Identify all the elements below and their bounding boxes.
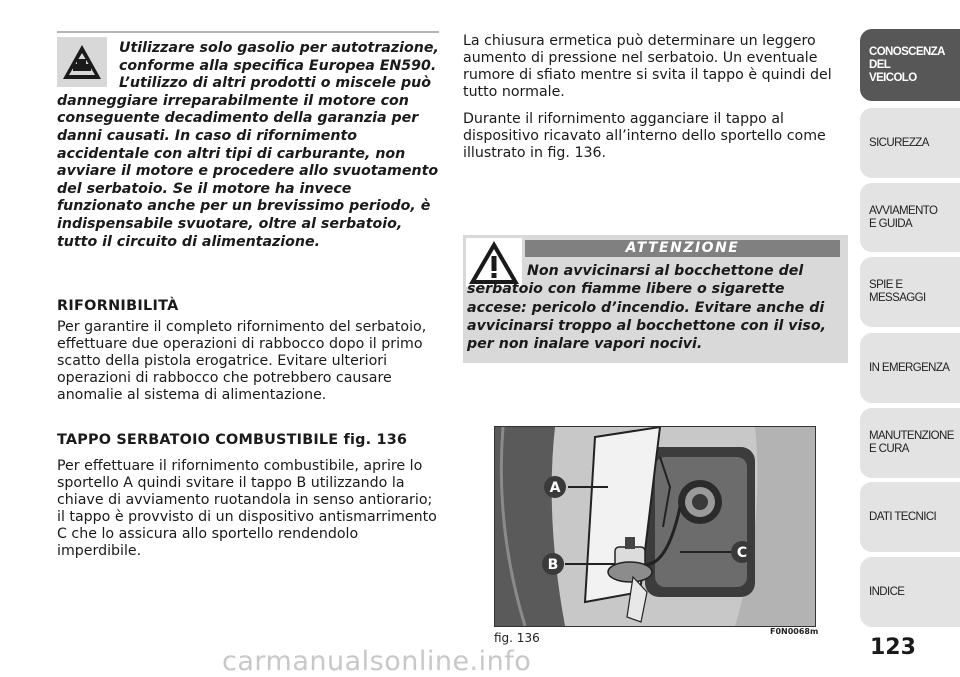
tab-label: INDICE: [869, 585, 905, 598]
tappo-heading: TAPPO SERBATOIO COMBUSTIBILE fig. 136: [57, 432, 408, 448]
tab-spie-e-messaggi[interactable]: [860, 257, 960, 327]
tappo-text: Per effettuare il rifornimento combustibile, aprire lo sportello A quindi svitare il tappo B utilizzando la chiave di avviamento ruotandola in senso antiorario; il tappo è provvisto di un dispositivo antismarrimento C che lo assicura allo sportello rendendolo imperdibile.: [57, 458, 437, 559]
attention-text: [467, 262, 845, 353]
tab-sicurezza[interactable]: [860, 108, 960, 178]
pressure-paragraph: La chiusura ermetica può determinare un leggero aumento di pressione nel serbatoio. Un eventuale rumore di sfiato mentre si svita il tappo è quindi del tutto normale.: [463, 33, 832, 100]
cap-hook-paragraph: Durante il rifornimento agganciare il tappo al dispositivo ricavato all’interno dello sportello come illustrato in fig. 136.: [463, 111, 826, 161]
figure-code: F0N0068m: [770, 627, 819, 636]
tab-label: MANUTENZIONE E CURA: [869, 430, 954, 455]
figure-caption: fig. 136: [494, 631, 540, 645]
warning-line-3: L’utilizzo di altri prodotti o miscele può: [119, 75, 431, 92]
label-b: B: [547, 557, 559, 573]
watermark: carmanualsonline.info: [222, 646, 532, 677]
attention-line-rest: serbatoio con fiamme libere o sigarette accese: pericolo d’incendio. Evitare anche di avvicinarsi troppo al bocchettone con il viso, per non inalare vapori nocivi.: [467, 281, 826, 353]
tab-avviamento-e-guida[interactable]: [860, 183, 960, 252]
tab-manutenzione-e-cura[interactable]: [860, 408, 960, 478]
page-number: 123: [870, 635, 916, 660]
tab-in-emergenza[interactable]: [860, 333, 960, 403]
top-rule: [57, 31, 439, 33]
warning-line-1: Utilizzare solo gasolio per autotrazione,: [119, 40, 439, 56]
tab-indice[interactable]: [860, 557, 960, 627]
tab-label: SICUREZZA: [869, 136, 929, 149]
warning-line-rest: danneggiare irreparabilmente il motore con conseguente decadimento della garanzia per danni causati. In caso di rifornimento accidentale con altri tipi di carburante, non avviare il motore e procedere allo svuotamento del serbatoio. Se il motore ha invece funzionato anche per un brevissimo periodo, è indispensabile svuotare, oltre al serbatoio, tutto il circuito di alimentazione.: [57, 92, 439, 250]
tab-label: CONOSCENZA DEL VEICOLO: [869, 45, 945, 84]
label-c: C: [736, 545, 748, 561]
warning-line-2: conforme alla specifica Europea EN590.: [119, 57, 437, 74]
tab-dati-tecnici[interactable]: [860, 482, 960, 552]
tab-label: SPIE E MESSAGGI: [869, 279, 926, 304]
tab-conoscenza-del-veicolo[interactable]: [860, 29, 960, 101]
label-a: A: [549, 480, 561, 496]
tab-label: IN EMERGENZA: [869, 361, 950, 374]
rifornibilita-heading: RIFORNIBILITÀ: [57, 298, 179, 314]
attention-line-1: Non avvicinarsi al bocchettone del: [527, 263, 804, 279]
fuel-warning-text: [57, 40, 439, 251]
tab-label: AVVIAMENTO E GUIDA: [869, 204, 938, 230]
rifornibilita-text: Per garantire il completo rifornimento del serbatoio, effettuare due operazioni di rabbocco dopo il primo scatto della pistola erogatrice. Evitare ulteriori operazioni di rabbocco che potrebbero causare anomalie al sistema di alimentazione.: [57, 319, 427, 403]
attention-title: ATTENZIONE: [525, 240, 840, 257]
tab-label: DATI TECNICI: [869, 510, 937, 523]
fuel-cap-figure: [494, 426, 816, 627]
